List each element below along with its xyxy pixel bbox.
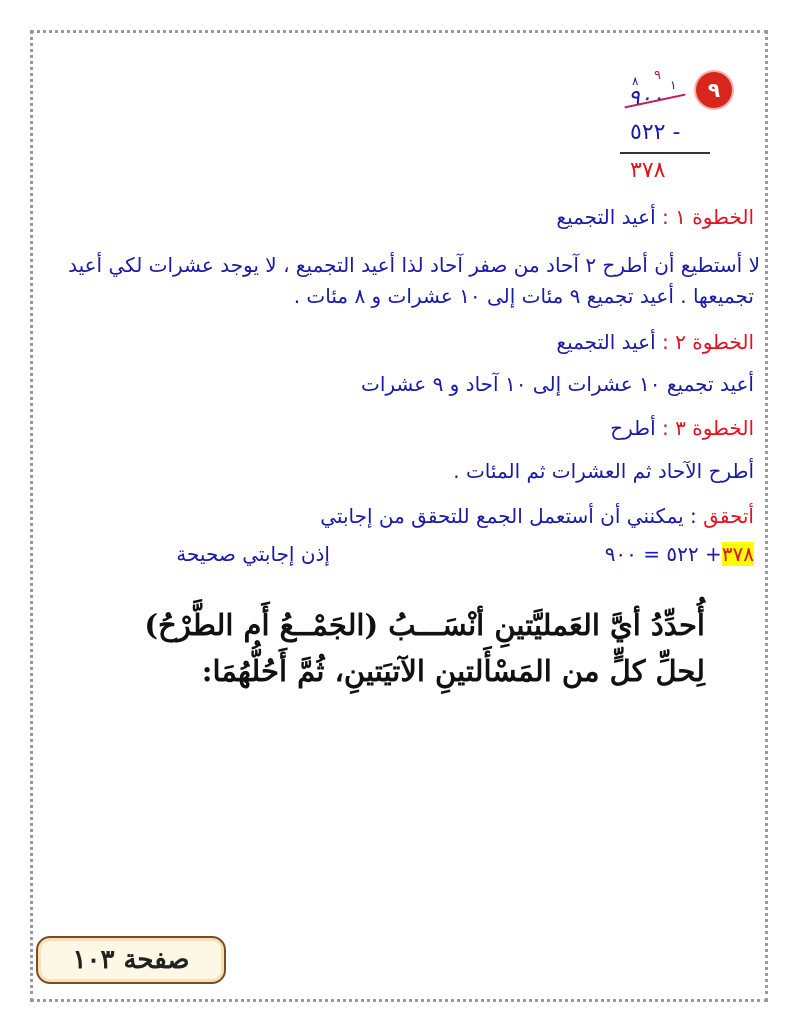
paragraph-line: تجميعها . أعيد تجميع ٩ مئات إلى ١٠ عشرات و ٨ مئات . <box>293 284 754 308</box>
answer-rule <box>620 152 710 154</box>
problem-number-badge: ٩ <box>696 72 732 108</box>
step-3-text: أطرح الآحاد ثم العشرات ثم المئات . <box>453 459 754 483</box>
check-line <box>320 503 754 529</box>
step-title: أعيد التجميع <box>556 205 656 229</box>
check-text: : يمكنني أن أستعمل الجمع للتحقق من إجابتي <box>320 504 697 528</box>
check-conclusion: إذن إجابتي صحيحة <box>176 542 330 566</box>
instruction-line: أُحدِّدُ أيَّ العَمليَّتينِ أنْسَـــبُ (الجَمْــعُ أَم الطَّرْحُ) <box>144 608 705 642</box>
subtrahend: ٥٢٢ - <box>630 120 681 145</box>
step-label: الخطوة ٣ : <box>662 416 754 440</box>
step-2-text: أعيد تجميع ١٠ عشرات إلى ١٠ آحاد و ٩ عشرات <box>361 372 754 396</box>
step-label: الخطوة ٢ : <box>662 330 754 354</box>
step-title: أطرح <box>610 416 656 440</box>
carry-digit: ٨ <box>632 74 639 88</box>
carry-digit: ٩ <box>654 68 661 83</box>
minuend: ٩٠٠ <box>628 86 664 111</box>
carry-digit: ١ <box>670 78 677 92</box>
page-number-label: صفحة ١٠٣ <box>36 936 226 984</box>
step-3-heading <box>610 415 754 441</box>
step-title: أعيد التجميع <box>556 330 656 354</box>
step-2-heading <box>556 329 754 355</box>
check-equation-line <box>605 541 754 567</box>
check-equation: + ٥٢٢ = ٩٠٠ <box>604 542 722 566</box>
step-1-heading <box>556 204 754 230</box>
step-label: الخطوة ١ : <box>662 205 754 229</box>
highlighted-answer: ٣٧٨ <box>721 542 754 566</box>
difference: ٣٧٨ <box>630 158 666 183</box>
check-label: أتحقق <box>703 504 754 528</box>
paragraph-line: لا أستطيع أن أطرح ٢ آحاد من صفر آحاد لذا أعيد التجميع ، لا يوجد عشرات لكي أعيد <box>68 253 760 277</box>
instruction-line: لِحلِّ كلٍّ من المَسْأَلتينِ الآتيَتينِ، ثُمَّ أَحُلُّهُمَا: <box>201 654 705 688</box>
